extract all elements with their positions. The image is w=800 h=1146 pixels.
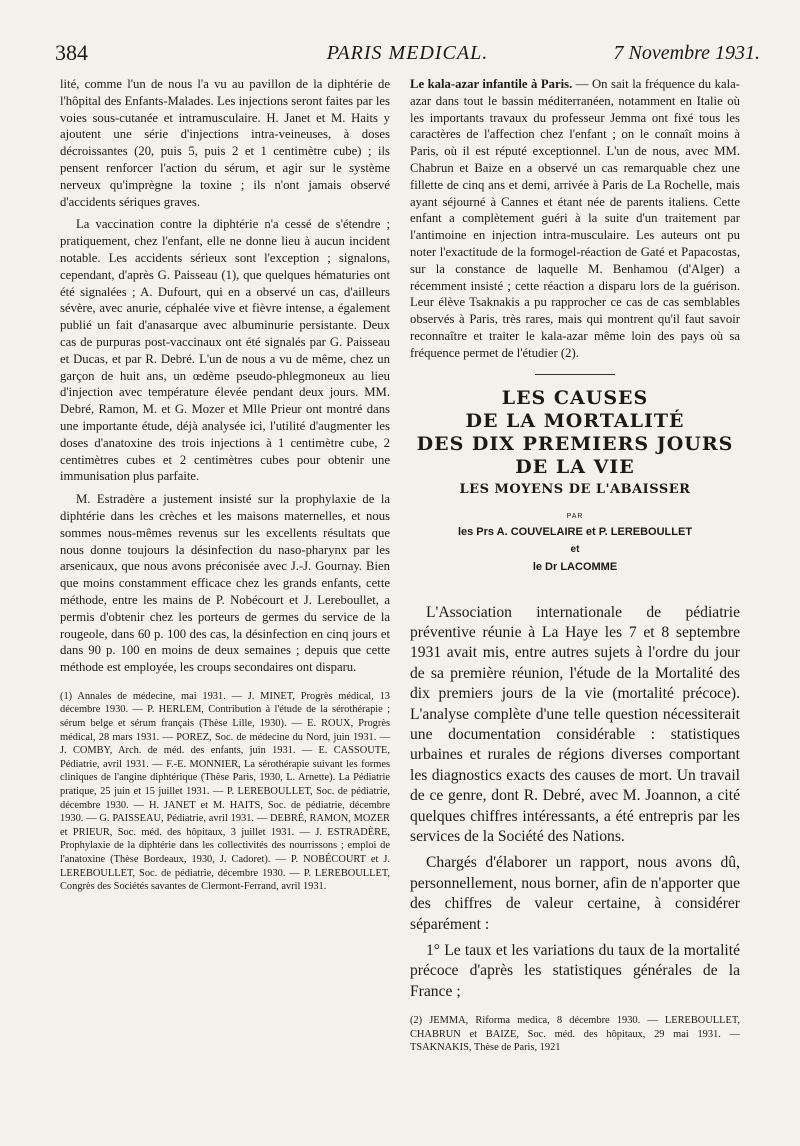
footnotes: [60, 690, 390, 894]
paragraph: lité, comme l'un de nous l'a vu au pavillon de la diphtérie de l'hôpital des Enfants-Malades. Les injections seront faites par les voies sous-cutanée et intramusculaire. H. Janet et M. Haits y ajoutent une série d'injections intra-veineuses, à doses décroissantes (20, puis 5, puis 2 et 1 centimètre cube) ; ils pensent renforcer l'action du sérum, et agir sur le système nerveux qu'imprègne la toxine ; ils n'ont jamais observé d'accidents sériques graves.: [60, 77, 390, 209]
kala-azar-paragraph: [410, 76, 740, 362]
paragraph: La vaccination contre la diphtérie n'a cessé de s'étendre ; pratiquement, chez l'enfant, elle ne donne lieu à aucun incident notable. Les accidents sérieux sont l'exception ; signalons, cependant, d'après G. Paisseau (1), que quelques hématuries ont été signalées ; A. Dufourt, qui en a observé un cas, d'ailleurs sévère, avec anurie, céphalée vive et fièvre intense, a également publié un fait d'anasarque avec albuminurie persistante. Deux cas de purpuras post-vaccinaux ont été signalés par G. Paisseau et Ducas, et par R. Debré. L'un de nous a vu de même, chez un garçon de huit ans, un œdème pseudo-phlegmoneux au lieu d'injection avec température élevée pendant deux jours. MM. Debré, Ramon, M. et G. Mozer et Mlle Prieur ont montré dans une importante étude, déjà analysée ici, l'utilité d'augmenter les doses d'anatoxine des trois injections à 1 centimètre cube, 2 centimètres cubes et 2 centimètres cubes pour obtenir une immunisation plus parfaite.: [60, 217, 390, 484]
issue-date: 7 Novembre 1931.: [613, 42, 760, 64]
title-line: DES DIX PREMIERS JOURS: [416, 432, 734, 455]
paragraph: Chargés d'élaborer un rapport, nous avons dû, personnellement, nous borner, afin de n'apporter que des chiffres de valeur certaine, à considérer séparément :: [410, 854, 740, 933]
footnote: (2) JEMMA, Riforma medica, 8 décembre 1930. — LEREBOULLET, CHABRUN et BAIZE, Soc. méd. des hôpitaux, 29 mai 1931. — TSAKNAKIS, Thèse de Paris, 1921: [410, 1015, 740, 1054]
section-text: — On sait la fréquence du kala-azar dans tout le bassin méditerranéen, notamment en Italie où les importants travaux du professeur Jemma ont fixé tous les caractères de l'affection chez l'enfant ; on le connaît moins à Paris, où il est réputé exceptionnel. L'un de nous, avec MM. Chabrun et Baize en a observé un cas remarquable chez une fillette de cinq ans et demi, arrivée à Paris de La Rochelle, mais ayant séjourné à Cannes et étant née de parents italiens. Cette enfant a complètement guéri à la suite d'un traitement par l'antimoine en injection intra-musculaire. Les auteurs ont pu noter l'exactitude de la formogel-réaction de Gaté et Papacostas, sur la constance de laquelle M. Benhamou (d'Alger) a récemment insisté ; cette réaction a disparu lors de la guérison. Leur élève Tsaknakis a pu rapprocher ce cas de cas semblables observés à Paris, très rares, mais qui montrent qu'il faut savoir reconnaître et traiter le kala-azar même loin des pays où sa fréquence permet de l'étudier (2).: [410, 77, 740, 360]
paragraph: L'Association internationale de pédiatrie préventive réunie à La Haye les 7 et 8 septembre 1931 avait mis, entre autres sujets à l'ordre du jour de sa première réunion, l'étude de la Mortalité des dix premiers jours de la vie (mortalité précoce). L'analyse complète d'une telle question nécessiterait une documentation considérable : statistiques urbaines et rurales de régions diverses comportant les diagnostics exacts des causes de mort. Un travail de ce genre, dont R. Debré, avec M. Joannon, a cité quelques chiffres intéressants, a été entrepris par les services de la Société des Nations.: [410, 603, 740, 846]
section-lead: Le kala-azar infantile à Paris.: [410, 77, 573, 91]
journal-title: PARIS MEDICAL.: [326, 42, 489, 64]
byline-et: et: [570, 543, 580, 555]
page-number: 384: [55, 40, 88, 65]
title-line: DE LA MORTALITÉ: [465, 409, 685, 432]
article-subtitle: LES MOYENS DE L'ABAISSER: [459, 481, 691, 497]
byline: [410, 513, 740, 573]
divider: [535, 374, 615, 375]
left-column: [60, 76, 390, 894]
authors: les Prs A. COUVELAIRE et P. LEREBOULLET: [457, 525, 693, 538]
byline-par: PAR: [566, 512, 584, 520]
paragraph: M. Estradère a justement insisté sur la prophylaxie de la diphtérie dans les crèches et les maisons maternelles, et nous sommes nous-mêmes revenus sur les excellents résultats que nous donne toujours la désinfection du naso-pharynx par les arsenicaux, que nous avons préconisée avec J.-J. Gournay. Bien que moins constamment efficace chez les grands enfants, cette méthode, entre les mains de P. Nobécourt et J. Lereboullet, a permis d'obtenir chez les porteurs de germes du service de la rougeole, dans 60 p. 100 des cas, la désinfection en cinq jours et dans 90 p. 100 en moins de deux semaines ; depuis que cette méthode est employée, les croups secondaires ont disparu.: [60, 492, 390, 675]
article-title: [410, 387, 740, 499]
title-line: LES CAUSES: [501, 386, 649, 409]
paragraph: 1° Le taux et les variations du taux de la mortalité précoce d'après les statistiques générales de la France ;: [410, 942, 740, 1000]
footnote: (1) Annales de médecine, mai 1931. — J. MINET, Progrès médical, 13 décembre 1930. — P. HERLEM, Contribution à l'étude de la sérothérapie ; sérum belge et sérum français (Thèse Lille, 1930). — E. ROUX, Progrès médical, 28 mars 1931. — POREZ, Soc. de médecine du Nord, juin 1931. — J. COMBY, Arch. de méd. des enfants, juin 1931. — E. CASSOUTE, Pédiatrie, avril 1931. — F.-E. MONNIER, La sérothérapie suivant les formes cliniques de l'angine diphtérique (Thèse Paris, 1930, L. Arnette). La Pédiatrie pratique, 25 juin et 15 juillet 1931. — P. LEREBOULLET, Soc. de pédiatrie, décembre 1930. — H. JANET et M. HAITS, Soc. de pédiatrie, décembre 1930. — G. PAISSEAU, Pédiatrie, avril 1931. — DEBRÉ, RAMON, MOZER et PRIEUR, Soc. méd. des hôpitaux, 3 juillet 1931. — J. ESTRADÈRE, Prophylaxie de la diphtérie dans les collectivités des nourrissons ; emploi de l'anatoxine (Thèse Bordeaux, 1930, J. Cadoret). — P. NOBÉCOURT et J. LEREBOULLET, Soc. de pédiatrie, décembre 1930. — P. LEREBOULLET, Congrès des Sociétés savantes de Clermont-Ferrand, avril 1931.: [60, 690, 390, 893]
title-line: DE LA VIE: [515, 455, 635, 478]
third-author: le Dr LACOMME: [532, 560, 618, 573]
right-column: [410, 76, 740, 1055]
page-header: [55, 40, 760, 70]
